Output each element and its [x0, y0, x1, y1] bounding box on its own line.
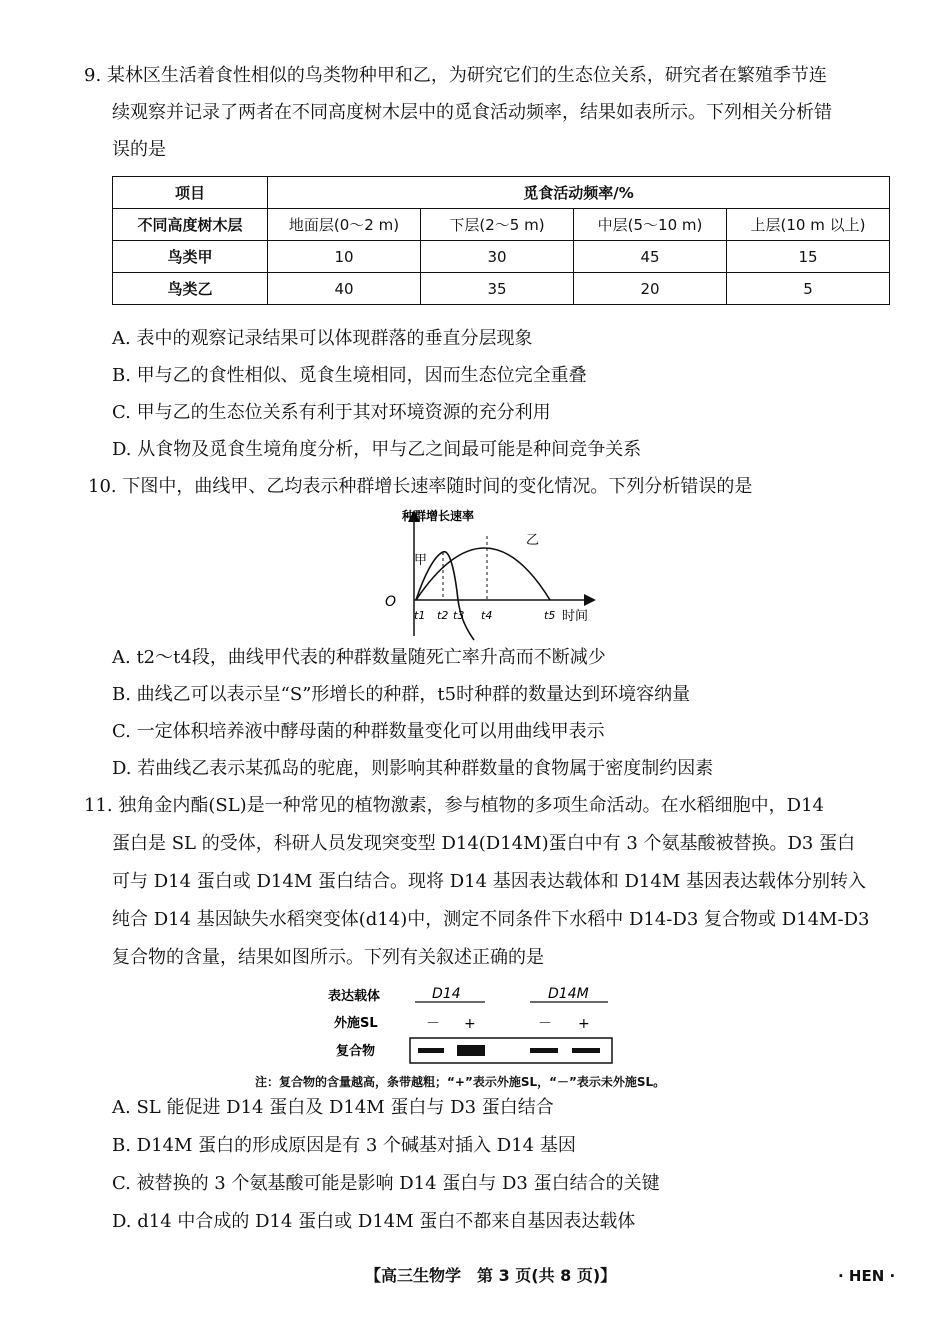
band-d14-plus [457, 1045, 485, 1056]
q9-option-c: C. 甲与乙的生态位关系有利于其对环境资源的充分利用 [112, 402, 551, 423]
q11-stem-line1: 11. 独角金内酯(SL)是一种常见的植物激素，参与植物的多项生命活动。在水稻细胞中，D14 [84, 795, 825, 816]
tick-t5: t5 [544, 609, 556, 622]
table-row [113, 273, 890, 305]
table-cell: 20 [574, 273, 727, 305]
table-cell: 15 [727, 241, 890, 273]
y-axis-label: 种群增长速率 [402, 509, 475, 523]
q11-stem-line5: 复合物的含量，结果如图所示。下列有关叙述正确的是 [112, 947, 544, 968]
table-col-ground: 地面层(0～2 m) [268, 209, 421, 241]
q10-option-c: C. 一定体积培养液中酵母菌的种群数量变化可以用曲线甲表示 [112, 721, 605, 742]
q9-option-b: B. 甲与乙的食性相似、觅食生境相同，因而生态位完全重叠 [112, 365, 587, 386]
q10-option-d: D. 若曲线乙表示某孤岛的驼鹿，则影响其种群数量的食物属于密度制约因素 [112, 758, 714, 779]
curve-jia-label: 甲 [414, 553, 428, 568]
sl-sign-1: － [426, 1016, 440, 1032]
figure-note: 注：复合物的含量越高，条带越粗；“+”表示外施SL，“－”表示未外施SL。 [255, 1075, 666, 1089]
tick-t4: t4 [481, 609, 493, 622]
row-label-sl: 外施SL [334, 1016, 378, 1031]
q10-option-a: A. t2～t4段，曲线甲代表的种群数量随死亡率升高而不断减少 [112, 647, 606, 668]
q10-stem: 10. 下图中，曲线甲、乙均表示种群增长速率随时间的变化情况。下列分析错误的是 [88, 476, 753, 497]
vector-d14-label: D14 [432, 986, 461, 1002]
vector-d14m-label: D14M [548, 986, 589, 1002]
q10-option-b: B. 曲线乙可以表示呈“S”形增长的种群，t5时种群的数量达到环境容纳量 [112, 684, 691, 705]
q11-stem-line2: 蛋白是 SL 的受体，科研人员发现突变型 D14(D14M)蛋白中有 3 个氨基酸被替换。D3 蛋白 [112, 833, 856, 854]
table-row [113, 241, 890, 273]
table-header-layer: 不同高度树木层 [113, 209, 268, 241]
origin-label: O [385, 594, 397, 610]
sl-sign-2: + [464, 1016, 476, 1032]
table-row-label: 鸟类乙 [113, 273, 268, 305]
row-label-complex: 复合物 [336, 1044, 376, 1059]
table-cell: 10 [268, 241, 421, 273]
sl-sign-4: + [578, 1016, 590, 1032]
table-cell: 35 [421, 273, 574, 305]
table-col-upper: 上层(10 m 以上) [727, 209, 890, 241]
q11-option-d: D. d14 中合成的 D14 蛋白或 D14M 蛋白不都来自基因表达载体 [112, 1211, 636, 1232]
q11-option-a: A. SL 能促进 D14 蛋白及 D14M 蛋白与 D3 蛋白结合 [112, 1097, 554, 1118]
curve-yi-label: 乙 [526, 533, 540, 548]
q11-option-c: C. 被替换的 3 个氨基酸可能是影响 D14 蛋白与 D3 蛋白结合的关键 [112, 1173, 660, 1194]
row-label-vector: 表达载体 [328, 989, 381, 1004]
page-footer: 【高三生物学 第 3 页(共 8 页)】 [365, 1266, 617, 1285]
q9-option-a: A. 表中的观察记录结果可以体现群落的垂直分层现象 [112, 328, 533, 349]
q11-stem-line4: 纯合 D14 基因缺失水稻突变体(d14)中，测定不同条件下水稻中 D14-D3 复合物或 D14M-D3 [112, 909, 870, 930]
tick-t2: t2 [437, 609, 449, 622]
table-row-layers [113, 209, 890, 241]
curve-yi [416, 548, 550, 600]
table-header-row [113, 177, 890, 209]
q9-stem-line1: 9. 某林区生活着食性相似的鸟类物种甲和乙，为研究它们的生态位关系，研究者在繁殖季节连 [84, 65, 827, 86]
growth-rate-graph [370, 506, 630, 644]
q9-option-d: D. 从食物及觅食生境角度分析，甲与乙之间最可能是种间竞争关系 [112, 439, 642, 460]
tick-t1: t1 [414, 609, 426, 622]
foraging-frequency-table [112, 176, 890, 305]
band-d14-minus [418, 1048, 444, 1053]
table-header-item: 项目 [113, 177, 268, 209]
table-col-middle: 中层(5～10 m) [574, 209, 727, 241]
q11-option-b: B. D14M 蛋白的形成原因是有 3 个碱基对插入 D14 基因 [112, 1135, 576, 1156]
table-col-lower: 下层(2～5 m) [421, 209, 574, 241]
table-header-frequency: 觅食活动频率/% [268, 177, 890, 209]
table-cell: 45 [574, 241, 727, 273]
table-cell: 5 [727, 273, 890, 305]
table-row-label: 鸟类甲 [113, 241, 268, 273]
q11-stem-line3: 可与 D14 蛋白或 D14M 蛋白结合。现将 D14 基因表达载体和 D14M 基因表达载体分别转入 [112, 871, 866, 892]
sl-sign-3: － [538, 1016, 552, 1032]
table-cell: 30 [421, 241, 574, 273]
complex-band-figure [320, 978, 640, 1070]
band-d14m-plus [572, 1048, 600, 1053]
q9-stem-line3: 误的是 [112, 139, 166, 160]
band-d14m-minus [530, 1048, 558, 1053]
footer-code: · HEN · [838, 1267, 896, 1285]
tick-t3: t3 [453, 609, 465, 622]
x-axis-label: 时间 [562, 609, 589, 624]
table-cell: 40 [268, 273, 421, 305]
q9-stem-line2: 续观察并记录了两者在不同高度树木层中的觅食活动频率，结果如表所示。下列相关分析错 [112, 102, 832, 123]
